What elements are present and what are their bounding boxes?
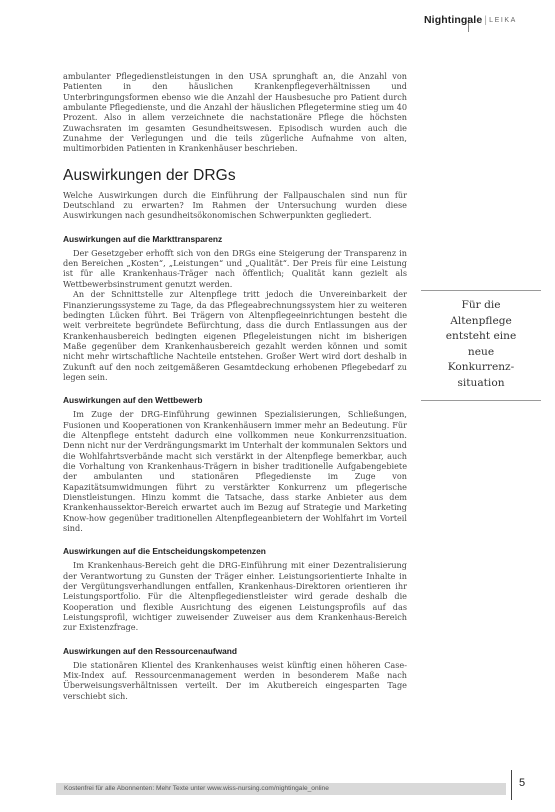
page-number-rule bbox=[511, 770, 512, 800]
pull-quote bbox=[421, 290, 541, 401]
section-heading: Auswirkungen auf die Entscheidungskompetenzen bbox=[63, 546, 266, 557]
section-heading: Auswirkungen auf den Wettbewerb bbox=[63, 395, 203, 406]
paragraph: Die stationären Klientel des Krankenhauses weist künftig einen höheren Case-Mix-Index auf. Ressourcenmanagement werden in besonderem Maße nach Überweisungsverhältnissen verteilt. Der im Akutbereich eingesparten Tage verschiebt sich. bbox=[63, 659, 407, 701]
paragraph: An der Schnittstelle zur Altenpflege tritt jedoch die Unvereinbarkeit der Finanzierungssysteme zu Tage, da das Pflegeabrechnungssystem hier zu weiteren bedingten Lücken führt. Bei Trägern von Altenpflegeeinrichtungen besteht die weit verbreitete begründete Befürchtung, dass die durch Entlassungen aus der Krankenhausbereich bedingten eigenen Pflegeleistungen nicht im bisherigen Maße gegenüber dem Krankenhausbereich gezahlt werden können und somit nicht mehr wirtschaftliche Nachteile entstehen. Großer Wert wird dort deshalb in Zukunft auf den noch zeitgemäßeren Gesamtdeckung erhobenen Pflegebedarf zu legen sein. bbox=[63, 289, 407, 382]
section-markttransparenz bbox=[63, 234, 407, 382]
journal-brand bbox=[424, 14, 517, 26]
brand-name: Nightingale bbox=[424, 14, 483, 26]
section-intro: Welche Auswirkungen durch die Einführung der Fallpauschalen sind nun für Deutschland zu erwarten? Im Rahmen der Untersuchung wurden diese Auswirkungen nach gesundheitsökonomischen Schwerpunkten gegliedert. bbox=[63, 189, 407, 221]
section-entscheidungskompetenzen bbox=[63, 546, 407, 632]
section-heading: Auswirkungen auf den Ressourcenaufwand bbox=[63, 645, 238, 656]
brand-separator: | bbox=[484, 14, 488, 26]
article-body bbox=[63, 71, 407, 701]
intro-paragraph: ambulanter Pflegedienstleistungen in den USA sprunghaft an, die Anzahl von Patienten in den häuslichen Krankenpflegeverhältnissen und Unterbringungsformen ebenso wie die Anzahl der Hausbesuche pro Patient durch ambulante Pflegedienste, und die Anzahl der häuslichen Pflegetermine stieg um 40 Prozent. Also in allem verzeichnete die nachstationäre Pflege die höchsten Zuwachsraten im gesamten Gesundheitswesen. Episodisch wurden auch die Zunahme der Verlegungen und die teils zügerliche Aufnahme von alten, multimorbiden Patienten in Krankenhäuser beschrieben. bbox=[63, 71, 407, 154]
paragraph: Im Zuge der DRG-Einführung gewinnen Spezialisierungen, Schließungen, Fusionen und Kooperationen von Krankenhäusern immer mehr an Bedeutung. Für die Altenpflege entsteht dadurch eine vollkommen neue Konkurrenzsituation. Denn nicht nur der Verdrängungsmarkt im Unterhalt der kommunalen Sektors und die Wohlfahrtsverbände macht sich verstärkt in der Altenpflege bemerkbar, auch die Vorhaltung von Krankenhaus-Trägern in bisher traditionelle Aufgabengebiete der ambulanten und stationären Pflegedienste im Zuge von Kapazitätsumwidmungen führt zu verstärkter Konkurrenz um pflegerische Dienstleistungen. Hinzu kommt die Tatsache, dass starke Anbieter aus dem Krankenhaussektor-Bereich erwartet auch im Bezug auf Strategie und Marketing Know-how gegenüber traditionellen Altenpflegeanbietern der Wohlfahrt im Vorteil sind. bbox=[63, 409, 407, 534]
pull-quote-text: Für die Altenpflege entsteht eine neue Konkurrenz- situation bbox=[445, 299, 517, 389]
paragraph: Im Krankenhaus-Bereich geht die DRG-Einführung mit einer Dezentralisierung der Verantwortung zu Gunsten der Träger einher. Leistungsorientierte Inhalte in der Vergütungsverhandlungen entfallen, Krankenhaus-Direktoren orientieren ihr Leistungsportfolio. Für die Altenpflegedienstleister wird gerade deshalb die Kooperation und flexible Ausrichtung des eigenen Leistungsprofils auf das Leistungsprofil, wichtiger zuweisender Zuweiser aus dem Krankenhaus-Bereich zur Existenzfrage. bbox=[63, 560, 407, 633]
brand-subtitle: LEIKA bbox=[489, 17, 517, 24]
footer-banner: Kostenfrei für alle Abonnenten: Mehr Texte unter www.wiss-nursing.com/nightingale_online bbox=[56, 783, 506, 795]
paragraph: Der Gesetzgeber erhofft sich von den DRGs eine Steigerung der Transparenz in den Bereichen „Kosten“, „Leistungen“ und „Qualität“. Der Preis für eine Leistung ist für alle Krankenhaus-Träger nach öffentlich; Qualität kann gezielt als Wettbewerbsinstrument genutzt werden. bbox=[63, 247, 407, 289]
section-ressourcenaufwand bbox=[63, 646, 407, 701]
section-heading: Auswirkungen auf die Markttransparenz bbox=[63, 233, 223, 244]
section-title: Auswirkungen der DRGs bbox=[63, 166, 236, 184]
section-wettbewerb bbox=[63, 395, 407, 533]
page-number: 5 bbox=[519, 777, 526, 789]
